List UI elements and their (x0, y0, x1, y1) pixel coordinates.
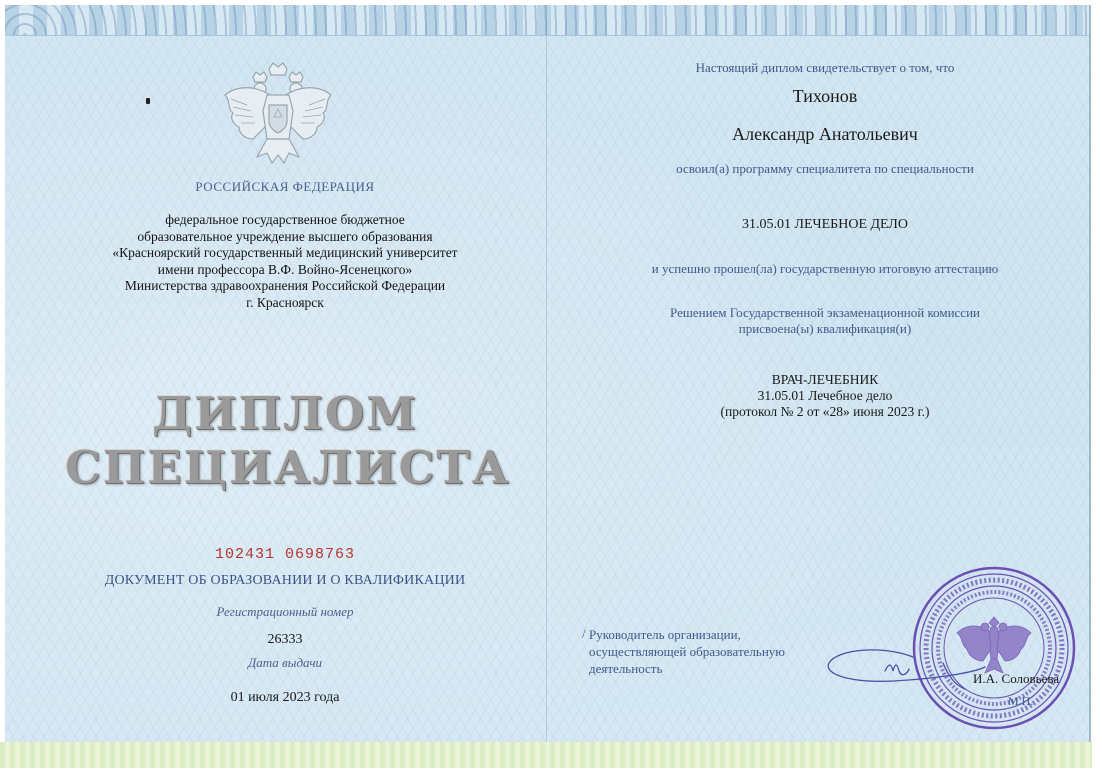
document-type: ДОКУМЕНТ ОБ ОБРАЗОВАНИИ И О КВАЛИФИКАЦИИ (104, 573, 466, 588)
stamp-place-label: М.П. (1008, 694, 1034, 708)
institution-line: Министерства здравоохранения Российской Федерации (124, 278, 446, 294)
decision-line: присвоена(ы) квалификация(и) (738, 321, 912, 336)
right-edge (1089, 5, 1091, 742)
graduate-surname: Тихонов (792, 86, 858, 106)
document-number: 102431 0698763 (214, 546, 356, 563)
handwritten-signature-icon (823, 637, 993, 697)
qualification-specialty: 31.05.01 Лечебное дело (757, 388, 893, 403)
protocol-reference: (протокол № 2 от «28» июня 2023 г.) (720, 404, 930, 419)
issue-date-label: Дата выдачи (247, 655, 323, 670)
institution-line: имени профессора В.Ф. Войно-Ясенецкого» (157, 261, 413, 277)
slash-mark: / (582, 626, 586, 641)
mastered-program-text: освоил(а) программу специалитета по специальности (676, 161, 974, 176)
institution-line: образовательное учреждение высшего образования (137, 228, 433, 244)
top-ornament-band (5, 5, 1091, 36)
commission-decision (565, 305, 1085, 337)
certifies-text: Настоящий диплом свидетельствует о том, что (695, 60, 955, 75)
federation-label: РОССИЙСКАЯ ФЕДЕРАЦИЯ (195, 179, 375, 194)
diploma-title-line1: ДИПЛОМ (152, 387, 418, 440)
head-role-line: деятельность (589, 661, 663, 676)
diploma-title-line2: СПЕЦИАЛИСТА (65, 441, 511, 494)
graduate-name-patronymic: Александр Анатольевич (732, 124, 918, 144)
decision-line: Решением Государственной экзаменационной комиссии (670, 305, 980, 320)
registration-number: 26333 (267, 632, 303, 647)
issue-date: 01 июля 2023 года (230, 690, 340, 705)
head-of-organization-role (589, 626, 829, 677)
head-role-line: осуществляющей образовательную (589, 644, 785, 659)
institution-line: г. Красноярск (246, 294, 324, 310)
head-role-line: Руководитель организации, (589, 627, 741, 642)
qualification-title: ВРАЧ-ЛЕЧЕБНИК (771, 372, 879, 387)
passed-attestation-text: и успешно прошел(ла) государственную итоговую аттестацию (651, 261, 999, 276)
institution-line: «Красноярский государственный медицинский университет (112, 245, 458, 261)
diploma-spread (5, 5, 1091, 742)
bottom-scan-band (0, 742, 1092, 768)
signatory-name: И.А. Соловьева (973, 671, 1060, 686)
double-headed-eagle-emblem-icon (217, 55, 339, 177)
institution-block (65, 212, 505, 312)
registration-number-label: Регистрационный номер (216, 604, 354, 619)
institution-line: федеральное государственное бюджетное (165, 212, 405, 227)
page-fold (546, 5, 547, 742)
ink-mark (146, 98, 150, 104)
qualification-block (565, 372, 1085, 420)
specialty: 31.05.01 ЛЕЧЕБНОЕ ДЕЛО (741, 217, 909, 232)
